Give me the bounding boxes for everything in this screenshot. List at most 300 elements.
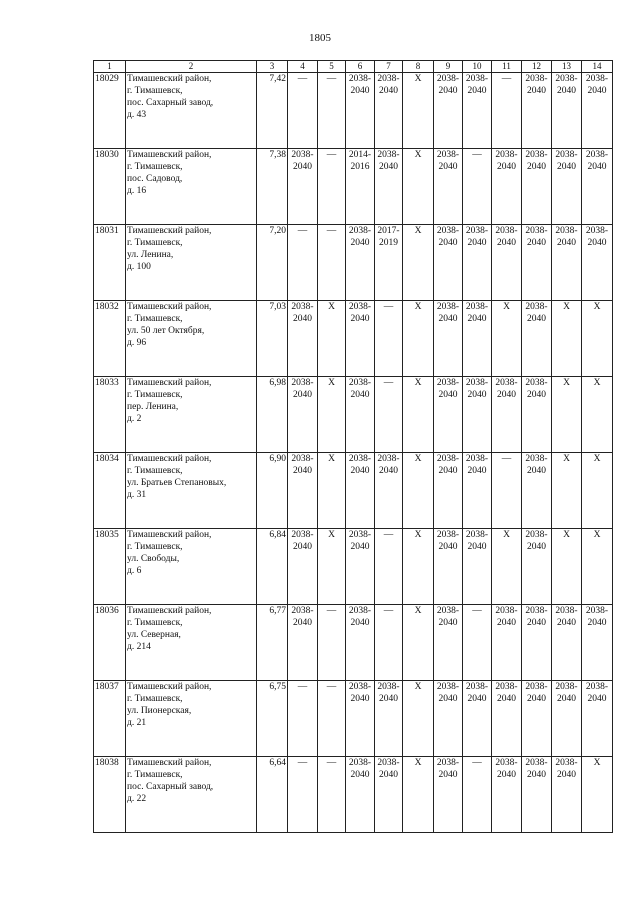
period-value: Х — [593, 302, 601, 312]
period-cell — [375, 681, 403, 757]
area-cell: 6,64 — [257, 757, 288, 833]
period-cell — [375, 605, 403, 681]
period-value: 2038- 2040 — [555, 682, 578, 704]
address-cell — [126, 681, 257, 757]
column-header: 3 — [257, 61, 288, 73]
period-value: Х — [328, 302, 335, 312]
column-header: 14 — [582, 61, 613, 73]
period-cell — [552, 453, 582, 529]
period-cell — [288, 681, 318, 757]
period-cell — [463, 757, 492, 833]
period-cell — [318, 757, 346, 833]
period-value: 2038- 2040 — [291, 606, 314, 628]
address-line: Тимашевский район, — [127, 378, 212, 388]
period-cell — [492, 605, 522, 681]
period-cell — [463, 149, 492, 225]
period-cell — [463, 681, 492, 757]
address-cell — [126, 453, 257, 529]
period-cell — [346, 681, 375, 757]
address-line: Тимашевский район, — [127, 758, 212, 768]
column-header: 9 — [434, 61, 463, 73]
address-line: д. 43 — [127, 110, 147, 120]
address-line: ул. Северная, — [127, 630, 181, 640]
address-line: г. Тимашевск, — [127, 238, 183, 248]
period-cell — [346, 529, 375, 605]
period-value: — — [326, 226, 337, 236]
period-value: Х — [414, 302, 422, 312]
period-value: Х — [414, 150, 422, 160]
period-cell — [288, 529, 318, 605]
address-line: д. 31 — [127, 490, 147, 500]
column-header: 6 — [346, 61, 375, 73]
address-line: д. 22 — [127, 794, 147, 804]
period-cell — [434, 757, 463, 833]
period-value: 2038- 2040 — [555, 758, 578, 780]
period-value: — — [383, 378, 394, 388]
period-value: 2038- 2040 — [465, 530, 489, 552]
period-value: 2038- 2040 — [465, 682, 489, 704]
period-value: 2038- 2040 — [525, 226, 548, 248]
period-cell — [582, 529, 613, 605]
period-value: — — [501, 454, 512, 464]
period-cell — [375, 377, 403, 453]
area-cell: 6,98 — [257, 377, 288, 453]
period-cell — [552, 757, 582, 833]
period-cell — [288, 377, 318, 453]
period-cell — [552, 605, 582, 681]
period-cell — [434, 225, 463, 301]
period-cell — [403, 377, 434, 453]
period-value: 2038- 2040 — [436, 606, 460, 628]
period-cell — [375, 453, 403, 529]
period-cell — [552, 73, 582, 149]
period-cell — [434, 301, 463, 377]
table-row — [94, 757, 613, 833]
page-number: 1805 — [309, 32, 331, 44]
address-line: г. Тимашевск, — [127, 314, 183, 324]
period-value: Х — [328, 454, 335, 464]
period-value: 2038- 2040 — [436, 74, 460, 96]
period-value: Х — [503, 530, 510, 540]
period-cell — [318, 529, 346, 605]
address-line: г. Тимашевск, — [127, 466, 183, 476]
area-cell: 6,90 — [257, 453, 288, 529]
period-value: 2038- 2040 — [495, 682, 518, 704]
period-value: — — [326, 682, 337, 692]
period-cell — [522, 377, 552, 453]
column-header: 1 — [94, 61, 126, 73]
period-cell — [492, 225, 522, 301]
period-cell — [403, 605, 434, 681]
period-cell — [434, 73, 463, 149]
period-value: Х — [593, 454, 601, 464]
period-cell — [582, 377, 613, 453]
address-cell — [126, 757, 257, 833]
address-cell — [126, 149, 257, 225]
period-value: 2038- 2040 — [525, 758, 548, 780]
period-value: Х — [563, 302, 570, 312]
row-number: 18037 — [94, 681, 126, 757]
period-cell — [434, 681, 463, 757]
period-cell — [492, 453, 522, 529]
period-cell — [492, 529, 522, 605]
column-header: 4 — [288, 61, 318, 73]
address-line: Тимашевский район, — [127, 226, 212, 236]
period-cell — [403, 301, 434, 377]
period-value: 2038- 2040 — [348, 226, 372, 248]
table-row — [94, 681, 613, 757]
period-cell — [346, 757, 375, 833]
address-line: г. Тимашевск, — [127, 618, 183, 628]
period-value: 2038- 2040 — [555, 606, 578, 628]
address-cell — [126, 225, 257, 301]
period-value: Х — [503, 302, 510, 312]
column-header: 5 — [318, 61, 346, 73]
period-cell — [288, 757, 318, 833]
address-line: ул. Пионерская, — [127, 706, 192, 716]
period-value: 2038- 2040 — [525, 302, 548, 324]
column-header: 13 — [552, 61, 582, 73]
address-line: г. Тимашевск, — [127, 390, 183, 400]
period-value: 2038- 2040 — [495, 378, 518, 400]
period-cell — [463, 529, 492, 605]
period-cell — [288, 73, 318, 149]
period-cell — [522, 605, 552, 681]
area-cell: 6,75 — [257, 681, 288, 757]
period-cell — [403, 149, 434, 225]
period-value: — — [472, 606, 482, 616]
period-value: 2038- 2040 — [585, 150, 609, 172]
period-value: — — [326, 758, 337, 768]
address-line: д. 96 — [127, 338, 147, 348]
period-cell — [522, 149, 552, 225]
period-cell — [346, 225, 375, 301]
period-cell — [492, 377, 522, 453]
table-row — [94, 605, 613, 681]
period-cell — [403, 453, 434, 529]
period-value: 2038- 2040 — [291, 530, 314, 552]
period-cell — [375, 225, 403, 301]
address-line: ул. Братьев Степановых, — [127, 478, 227, 488]
period-cell — [582, 605, 613, 681]
period-value: 2038- 2040 — [525, 606, 548, 628]
period-cell — [403, 681, 434, 757]
period-cell — [375, 301, 403, 377]
address-line: г. Тимашевск, — [127, 694, 183, 704]
area-cell: 6,77 — [257, 605, 288, 681]
period-cell — [403, 225, 434, 301]
period-cell — [492, 757, 522, 833]
period-cell — [582, 73, 613, 149]
period-value: 2038- 2040 — [465, 454, 489, 476]
period-cell — [403, 757, 434, 833]
period-value: Х — [414, 454, 422, 464]
period-cell — [318, 149, 346, 225]
period-value: Х — [414, 682, 422, 692]
period-value: 2038- 2040 — [348, 74, 372, 96]
period-value: 2038- 2040 — [348, 530, 372, 552]
period-cell — [552, 681, 582, 757]
address-cell — [126, 529, 257, 605]
period-cell — [552, 225, 582, 301]
period-value: 2038- 2040 — [348, 606, 372, 628]
period-value: 2014- 2016 — [348, 150, 372, 172]
period-value: 2038- 2040 — [291, 150, 314, 172]
period-value: Х — [593, 378, 601, 388]
period-value: 2038- 2040 — [348, 378, 372, 400]
period-value: 2038- 2040 — [525, 74, 548, 96]
period-value: — — [383, 606, 394, 616]
period-cell — [434, 453, 463, 529]
period-value: 2038- 2040 — [465, 226, 489, 248]
period-value: 2038- 2040 — [525, 378, 548, 400]
period-value: 2038- 2040 — [465, 302, 489, 324]
period-value: 2038- 2040 — [585, 226, 609, 248]
period-value: Х — [414, 606, 422, 616]
period-value: — — [326, 606, 337, 616]
address-cell — [126, 73, 257, 149]
address-line: Тимашевский район, — [127, 606, 212, 616]
period-value: — — [297, 226, 308, 236]
period-value: 2038- 2040 — [436, 682, 460, 704]
period-cell — [552, 529, 582, 605]
column-header: 12 — [522, 61, 552, 73]
period-value: Х — [593, 530, 601, 540]
period-value: 2038- 2040 — [585, 74, 609, 96]
column-header: 10 — [463, 61, 492, 73]
period-cell — [492, 149, 522, 225]
period-value: 2038- 2040 — [525, 454, 548, 476]
period-value: — — [326, 74, 337, 84]
period-value: 2038- 2040 — [495, 150, 518, 172]
header-row — [94, 61, 613, 73]
period-value: Х — [414, 758, 422, 768]
period-value: 2038- 2040 — [525, 150, 548, 172]
period-cell — [375, 149, 403, 225]
period-value: — — [297, 682, 308, 692]
area-cell: 7,38 — [257, 149, 288, 225]
period-value: Х — [563, 530, 570, 540]
period-cell — [582, 149, 613, 225]
address-line: д. 214 — [127, 642, 151, 652]
period-value: 2038- 2040 — [291, 378, 314, 400]
address-line: пос. Садовод, — [127, 174, 183, 184]
period-cell — [582, 225, 613, 301]
period-value: 2038- 2040 — [291, 454, 314, 476]
period-cell — [318, 453, 346, 529]
period-cell — [552, 301, 582, 377]
period-cell — [288, 453, 318, 529]
period-cell — [463, 301, 492, 377]
address-cell — [126, 377, 257, 453]
period-cell — [318, 605, 346, 681]
address-line: Тимашевский район, — [127, 530, 212, 540]
address-line: Тимашевский район, — [127, 302, 212, 312]
period-value: 2038- 2040 — [348, 302, 372, 324]
period-cell — [522, 681, 552, 757]
row-number: 18031 — [94, 225, 126, 301]
row-number: 18030 — [94, 149, 126, 225]
period-cell — [434, 149, 463, 225]
table-header — [94, 61, 613, 73]
period-cell — [318, 377, 346, 453]
period-value: Х — [414, 530, 422, 540]
period-value: 2038- 2040 — [291, 302, 314, 324]
period-value: 2038- 2040 — [555, 150, 578, 172]
address-line: д. 16 — [127, 186, 147, 196]
address-line: г. Тимашевск, — [127, 770, 183, 780]
row-number: 18032 — [94, 301, 126, 377]
period-value: 2038- 2040 — [348, 682, 372, 704]
period-value: 2038- 2040 — [436, 758, 460, 780]
period-value: 2038- 2040 — [377, 454, 400, 476]
table-row — [94, 453, 613, 529]
period-cell — [582, 453, 613, 529]
table-body — [94, 73, 613, 833]
address-line: д. 100 — [127, 262, 151, 272]
period-cell — [492, 301, 522, 377]
period-value: 2038- 2040 — [465, 378, 489, 400]
period-cell — [434, 605, 463, 681]
period-value: 2038- 2040 — [495, 606, 518, 628]
period-cell — [522, 301, 552, 377]
period-cell — [288, 225, 318, 301]
row-number: 18035 — [94, 529, 126, 605]
row-number: 18036 — [94, 605, 126, 681]
period-cell — [582, 681, 613, 757]
address-line: ул. Ленина, — [127, 250, 174, 260]
period-value: 2038- 2040 — [436, 150, 460, 172]
period-value: 2038- 2040 — [436, 302, 460, 324]
period-cell — [522, 73, 552, 149]
period-value: — — [472, 150, 482, 160]
address-line: пос. Сахарный завод, — [127, 782, 214, 792]
column-header: 2 — [126, 61, 257, 73]
period-cell — [463, 73, 492, 149]
period-cell — [403, 529, 434, 605]
table-row — [94, 377, 613, 453]
period-value: 2017- 2019 — [377, 226, 400, 248]
period-value: 2038- 2040 — [436, 530, 460, 552]
address-line: г. Тимашевск, — [127, 542, 183, 552]
period-cell — [318, 681, 346, 757]
period-cell — [463, 225, 492, 301]
period-cell — [552, 377, 582, 453]
period-value: 2038- 2040 — [377, 74, 400, 96]
period-value: Х — [328, 378, 335, 388]
address-line: ул. Свободы, — [127, 554, 180, 564]
period-value: Х — [414, 74, 422, 84]
period-cell — [346, 301, 375, 377]
area-cell: 7,03 — [257, 301, 288, 377]
period-value: Х — [414, 378, 422, 388]
period-value: — — [501, 74, 512, 84]
period-cell — [552, 149, 582, 225]
address-line: Тимашевский район, — [127, 74, 212, 84]
row-number: 18033 — [94, 377, 126, 453]
address-line: Тимашевский район, — [127, 454, 212, 464]
area-cell: 7,20 — [257, 225, 288, 301]
area-cell: 7,42 — [257, 73, 288, 149]
table-row — [94, 225, 613, 301]
period-value: 2038- 2040 — [377, 682, 400, 704]
period-cell — [463, 453, 492, 529]
period-cell — [375, 757, 403, 833]
period-value: 2038- 2040 — [377, 758, 400, 780]
period-cell — [375, 73, 403, 149]
period-value: Х — [563, 378, 570, 388]
period-value: — — [326, 150, 337, 160]
period-cell — [346, 377, 375, 453]
period-value: 2038- 2040 — [555, 74, 578, 96]
period-value: — — [297, 758, 308, 768]
address-line: д. 21 — [127, 718, 147, 728]
address-line: г. Тимашевск, — [127, 162, 183, 172]
address-line: ул. 50 лет Октября, — [127, 326, 205, 336]
period-cell — [492, 73, 522, 149]
period-cell — [318, 301, 346, 377]
period-cell — [582, 757, 613, 833]
period-value: 2038- 2040 — [348, 454, 372, 476]
table-row — [94, 301, 613, 377]
housing-table — [93, 60, 613, 833]
period-value: 2038- 2040 — [436, 378, 460, 400]
period-value: — — [383, 302, 394, 312]
period-cell — [522, 529, 552, 605]
period-value: 2038- 2040 — [495, 226, 518, 248]
period-value: Х — [563, 454, 570, 464]
period-cell — [582, 301, 613, 377]
period-cell — [288, 149, 318, 225]
period-cell — [346, 149, 375, 225]
table-row — [94, 149, 613, 225]
period-cell — [522, 225, 552, 301]
period-cell — [403, 73, 434, 149]
period-value: 2038- 2040 — [377, 150, 400, 172]
period-value: 2038- 2040 — [585, 682, 609, 704]
period-cell — [318, 73, 346, 149]
period-value: Х — [328, 530, 335, 540]
period-cell — [492, 681, 522, 757]
period-cell — [522, 453, 552, 529]
address-cell — [126, 301, 257, 377]
area-cell: 6,84 — [257, 529, 288, 605]
address-line: пер. Ленина, — [127, 402, 179, 412]
period-cell — [463, 605, 492, 681]
column-header: 11 — [492, 61, 522, 73]
period-cell — [463, 377, 492, 453]
column-header: 7 — [375, 61, 403, 73]
period-value: 2038- 2040 — [525, 682, 548, 704]
period-cell — [346, 453, 375, 529]
address-line: Тимашевский район, — [127, 150, 212, 160]
address-line: Тимашевский район, — [127, 682, 212, 692]
period-value: — — [383, 530, 394, 540]
column-header: 8 — [403, 61, 434, 73]
address-cell — [126, 605, 257, 681]
period-value: 2038- 2040 — [525, 530, 548, 552]
row-number: 18029 — [94, 73, 126, 149]
period-value: 2038- 2040 — [436, 226, 460, 248]
period-cell — [375, 529, 403, 605]
address-line: пос. Сахарный завод, — [127, 98, 214, 108]
period-cell — [346, 605, 375, 681]
period-value: 2038- 2040 — [436, 454, 460, 476]
period-cell — [434, 377, 463, 453]
period-cell — [318, 225, 346, 301]
period-value: — — [297, 74, 308, 84]
period-value: 2038- 2040 — [555, 226, 578, 248]
